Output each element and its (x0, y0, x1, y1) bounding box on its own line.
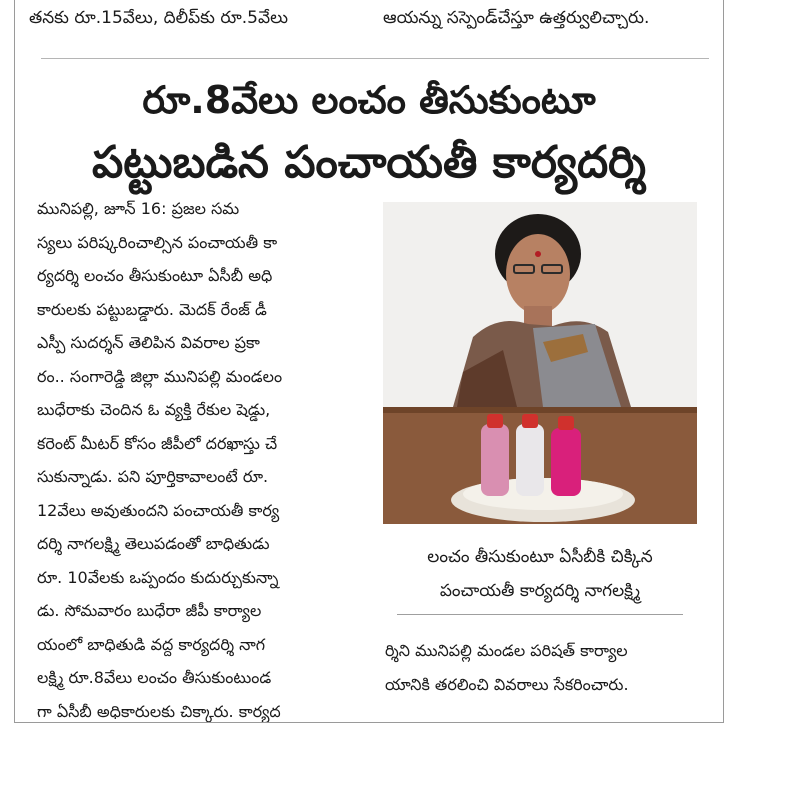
article-body-line: మునిపల్లి, జూన్ 16: ప్రజల సమ (37, 199, 240, 218)
article-body-line: గా ఏసీబీ అధికారులకు చిక్కారు. కార్యద (37, 701, 281, 721)
article-body-line: కరెంట్ మీటర్ కోసం జీపీలో దరఖాస్తు చే (37, 433, 278, 453)
article-body-line: యంలో బాధితుడి వద్ద కార్యదర్శి నాగ (37, 634, 266, 654)
photo-woman-with-seized-items (383, 202, 697, 524)
article-body-line: ఎస్పీ సుదర్శన్ తెలిపిన వివరాల ప్రకా (37, 333, 260, 352)
article-body-line: స్యలు పరిష్కరించాల్సిన పంచాయతీ కా (37, 232, 278, 252)
article-body-line: 12వేలు అవుతుందని పంచాయతీ కార్య (37, 500, 280, 520)
article-continuation-line-2: యానికి తరలించి వివరాలు సేకరించారు. (385, 675, 629, 694)
article-body-line: బుధేరాకు చెందిన ఓ వ్యక్తి రేకుల షెడ్డు, (37, 400, 271, 419)
section-divider (41, 58, 709, 59)
photo-caption-line-2: పంచాయతీ కార్యదర్శి నాగలక్ష్మి (439, 581, 641, 601)
headline-line-1: రూ.8వేలు లంచం తీసుకుంటూ (142, 78, 596, 122)
article-body-line: డు. సోమవారం బుధేరా జీపీ కార్యాల (37, 601, 262, 620)
article-body-line: రూ. 10వేలకు ఒప్పందం కుదుర్చుకున్నా (37, 567, 279, 587)
previous-article-text-left: తనకు రూ.15వేలు, దిలీప్‌కు రూ.5వేలు (29, 8, 289, 28)
headline-line-2: పట్టుబడిన పంచాయతీ కార్యదర్శి (92, 137, 646, 188)
caption-divider (397, 614, 683, 615)
news-photo (383, 202, 697, 524)
newspaper-clipping (14, 0, 724, 723)
photo-caption-line-1: లంచం తీసుకుంటూ ఏసీబీకి చిక్కిన (427, 547, 653, 567)
article-body-line: లక్ష్మి రూ.8వేలు లంచం తీసుకుంటుండ (37, 668, 272, 687)
previous-article-text-right: ఆయన్ను సస్పెండ్‌చేస్తూ ఉత్తర్వులిచ్చారు. (383, 8, 650, 28)
article-body-line: కారులకు పట్టుబడ్డారు. మెదక్ రేంజ్ డీ (37, 299, 267, 319)
article-body-line: సుకున్నాడు. పని పూర్తికావాలంటే రూ. (37, 467, 269, 486)
article-body-line: రం.. సంగారెడ్డి జిల్లా మునిపల్లి మండలం (37, 366, 283, 386)
article-body-line: ర్యదర్శి లంచం తీసుకుంటూ ఏసీబీ అధి (37, 266, 273, 285)
article-body-line: దర్శి నాగలక్ష్మి తెలుపడంతో బాధితుడు (37, 534, 270, 553)
article-continuation-line-1: ర్శిని మునిపల్లి మండల పరిషత్ కార్యాల (385, 641, 628, 660)
article-body (37, 192, 377, 723)
